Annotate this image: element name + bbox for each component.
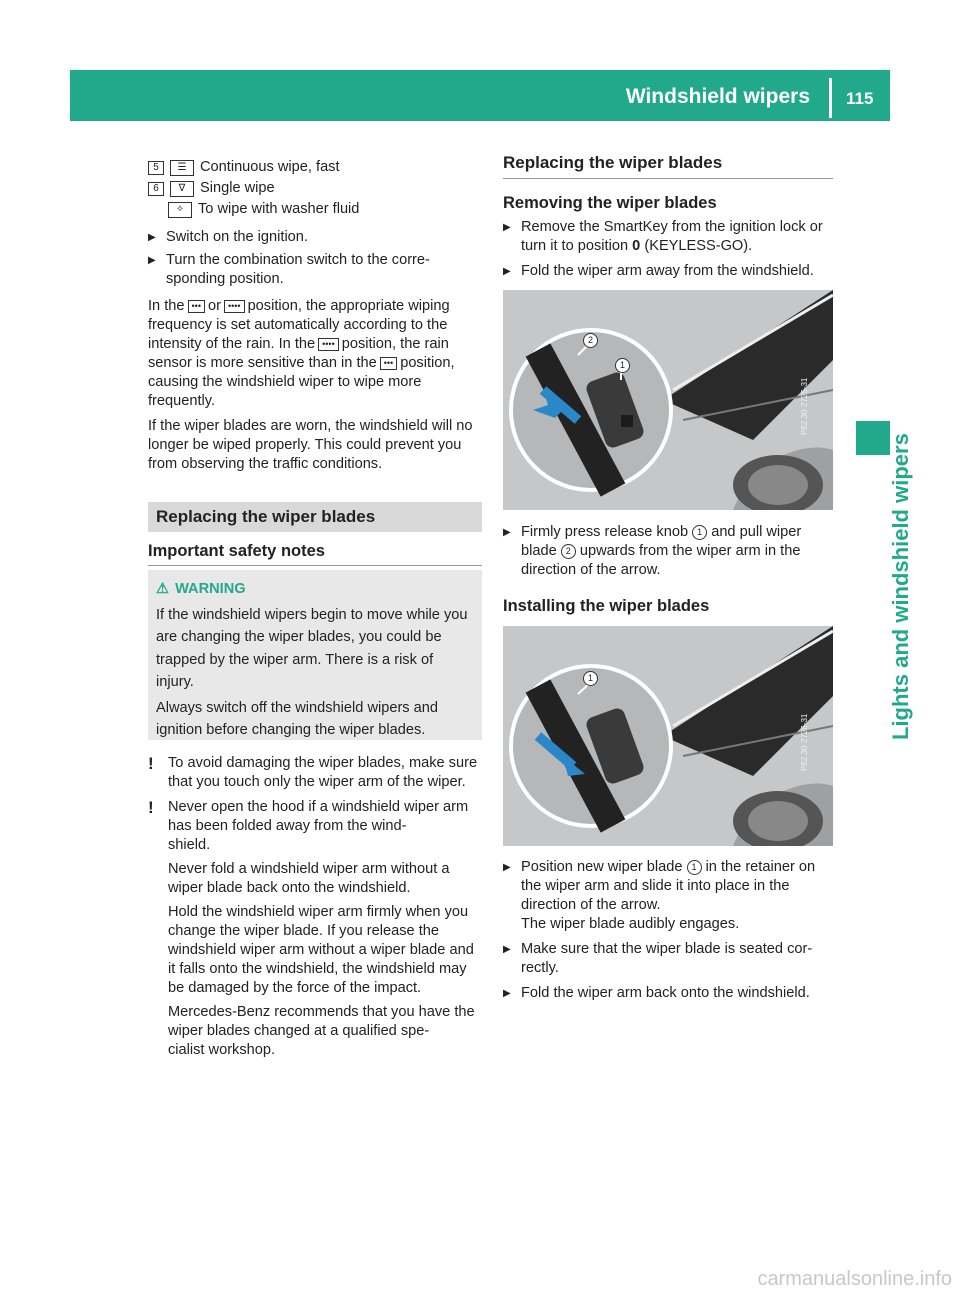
warning-box bbox=[148, 570, 482, 740]
notice-text: Never fold a windshield wiper arm without a wiper blade back onto the windshield. bbox=[168, 861, 450, 896]
position-key: 5 bbox=[148, 161, 164, 175]
text-fragment: Remove the SmartKey from the ignition lock or turn it to position bbox=[521, 219, 823, 254]
wiper-install-illustration bbox=[503, 626, 833, 846]
text-fragment: position, the appropriate wiping frequency is set automatically according to the intensity of the rain. In the bbox=[148, 298, 450, 352]
intermittent-3-icon: ••• bbox=[188, 300, 205, 313]
position-text: Continuous wipe, fast bbox=[200, 159, 340, 175]
position-list bbox=[148, 157, 482, 220]
step-item bbox=[503, 218, 833, 256]
notice-text: Never open the hood if a windshield wiper arm has been folded away from the wind- shield. bbox=[168, 799, 469, 853]
removing-steps bbox=[503, 218, 833, 281]
safety-heading: Important safety notes bbox=[148, 542, 325, 560]
warning-title: WARNING bbox=[175, 581, 246, 597]
figure-code: P82.30-2726-31 bbox=[800, 713, 809, 771]
callout-2: 2 bbox=[583, 333, 598, 348]
warning-text: Always switch off the windshield wipers and ignition before changing the wiper blades. bbox=[156, 699, 439, 738]
text-fragment: position, the rain sensor is more sensitive than in the bbox=[148, 336, 449, 371]
step-item bbox=[503, 858, 833, 934]
page-number: 115 bbox=[846, 89, 874, 108]
washer-fluid-icon: ✧ bbox=[168, 202, 192, 218]
text-fragment: and pull wiper blade bbox=[521, 524, 802, 559]
rain-sensor-paragraph bbox=[148, 297, 482, 411]
section-title: Replacing the wiper blades bbox=[156, 507, 376, 526]
watermark: carmanualsonline.info bbox=[757, 1268, 952, 1290]
notice-text: To avoid damaging the wiper blades, make sure that you touch only the wiper arm of the wiper. bbox=[168, 755, 478, 790]
text-fragment: Position new wiper blade bbox=[521, 859, 683, 875]
step-item: ▶ Switch on the ignition. bbox=[148, 228, 482, 247]
caution-icon: ! bbox=[148, 798, 154, 817]
text-fragment: The wiper blade audibly engages. bbox=[521, 916, 740, 932]
notice-text: Hold the windshield wiper arm firmly when you change the wiper blade. If you release the windshield wiper arm without a wiper blade and it falls onto the windshield, the windshield may be damaged by the force of the impact. bbox=[168, 904, 474, 996]
single-wipe-icon: ∇ bbox=[170, 181, 194, 197]
installing-figure bbox=[503, 626, 833, 846]
page-title: Windshield wipers bbox=[625, 85, 810, 108]
intermittent-3-icon: ••• bbox=[380, 357, 397, 370]
caution-icon: ! bbox=[148, 754, 154, 773]
text-fragment: Firmly press release knob bbox=[521, 524, 689, 540]
list-item bbox=[148, 199, 482, 220]
text-fragment: In the bbox=[148, 298, 185, 314]
position-key: 6 bbox=[148, 182, 164, 196]
continuous-wipe-icon: ☰ bbox=[170, 160, 194, 176]
list-item bbox=[148, 157, 482, 178]
installing-heading: Installing the wiper blades bbox=[503, 597, 710, 615]
notice-item bbox=[148, 754, 482, 792]
text-fragment: (KEYLESS-GO). bbox=[644, 238, 753, 254]
callout-1: 1 bbox=[687, 860, 702, 875]
callout-1: 1 bbox=[692, 525, 707, 540]
position-zero: 0 bbox=[632, 238, 641, 254]
left-column bbox=[148, 157, 482, 474]
step-list bbox=[148, 228, 482, 289]
callout-1: 1 bbox=[583, 671, 598, 686]
divider bbox=[148, 565, 482, 566]
notice-item bbox=[148, 798, 482, 1060]
position-text: Single wipe bbox=[200, 180, 275, 196]
list-item bbox=[148, 178, 482, 199]
callout-1: 1 bbox=[615, 358, 630, 373]
step-item: ▶ Fold the wiper arm back onto the windshield. bbox=[503, 984, 833, 1003]
intermittent-4-icon: •••• bbox=[224, 300, 245, 313]
chapter-tab bbox=[856, 421, 890, 455]
notice-text: Mercedes-Benz recommends that you have the wiper blades changed at a qualified spe- cialist workshop. bbox=[168, 1004, 475, 1058]
section-title-box bbox=[148, 502, 482, 532]
wiper-removal-illustration bbox=[503, 290, 833, 510]
removing-figure bbox=[503, 290, 833, 510]
callout-2: 2 bbox=[561, 544, 576, 559]
installing-steps bbox=[503, 858, 833, 1003]
step-item: ▶ Make sure that the wiper blade is seated cor- rectly. bbox=[503, 940, 833, 978]
removing-heading: Removing the wiper blades bbox=[503, 194, 717, 212]
right-section-title: Replacing the wiper blades bbox=[503, 153, 723, 172]
warning-triangle-icon: ⚠ bbox=[156, 581, 170, 597]
notice-list bbox=[148, 754, 482, 1060]
header-divider bbox=[829, 78, 832, 118]
removing-steps-2 bbox=[503, 523, 833, 580]
text-fragment: or bbox=[207, 298, 221, 314]
warning-text: If the windshield wipers begin to move while you are changing the wiper blades, you could be trapped by the wiper arm. There is a risk of injury. bbox=[156, 606, 468, 690]
step-item bbox=[503, 523, 833, 580]
intermittent-4-icon: •••• bbox=[318, 338, 339, 351]
figure-code: P82.30-2725-31 bbox=[800, 377, 809, 435]
text-fragment: position, causing the windshield wiper to wipe more frequently. bbox=[148, 355, 455, 409]
worn-blades-paragraph: If the wiper blades are worn, the windshield will no longer be wiped properly. This could prevent you from observing the traffic conditions. bbox=[148, 418, 473, 472]
warning-title-row bbox=[156, 578, 474, 601]
text-fragment: in the retainer on the wiper arm and slide it into place in the direction of the arrow. bbox=[521, 859, 816, 913]
divider bbox=[503, 178, 833, 179]
step-item: ▶ Turn the combination switch to the corre- sponding position. bbox=[148, 251, 482, 289]
position-text: To wipe with washer fluid bbox=[198, 201, 360, 217]
chapter-label: Lights and windshield wipers bbox=[888, 433, 913, 740]
step-item: ▶ Fold the wiper arm away from the windshield. bbox=[503, 262, 833, 281]
text-fragment: upwards from the wiper arm in the direction of the arrow. bbox=[521, 543, 801, 578]
